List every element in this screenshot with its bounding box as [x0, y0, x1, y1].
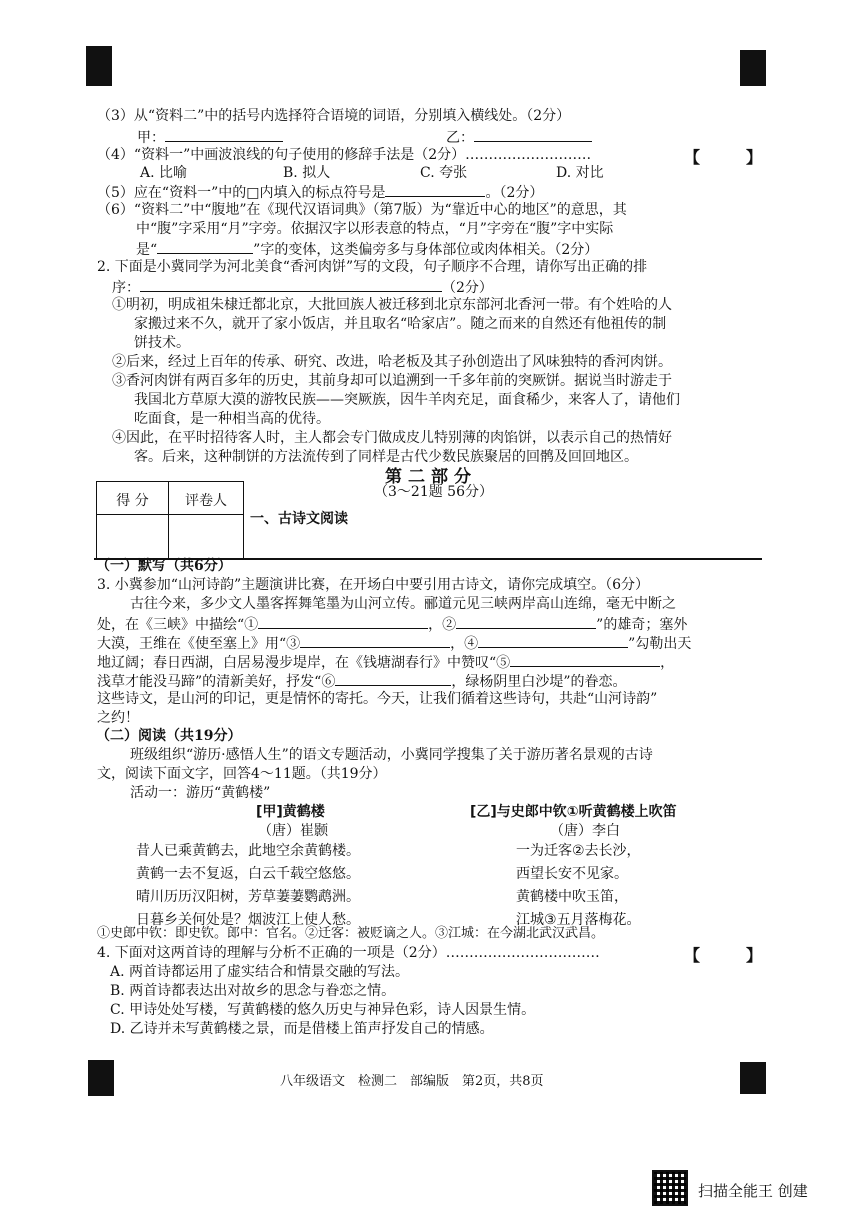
subsection-reading: （二）阅读（共19分） [96, 728, 242, 744]
q2-para-2: ②后来，经过上百年的传承、研究、改进，哈老板及其子孙创造出了风味独特的香河肉饼。 [112, 354, 672, 370]
poem-jia-line: 日暮乡关何处是？烟波江上使人愁。 [136, 912, 360, 928]
poem-jia-author: （唐）崔颢 [258, 823, 328, 839]
q2-para-3c: 吃面食，是一种相当高的优待。 [134, 411, 330, 427]
q1-4-option-c: C. 夸张 [420, 165, 468, 181]
scanner-watermark: 扫描全能王 创建 [698, 1182, 808, 1200]
poem-jia-line: 昔人已乘黄鹤去，此地空余黄鹤楼。 [136, 843, 360, 859]
q3-line7: 这些诗文，是山河的印记，更是情怀的寄托。今天，让我们循着这些诗句，共赴“山河诗韵” [97, 691, 658, 707]
reading-intro-1: 班级组织“游历·感悟人生”的语文专题活动，小冀同学搜集了关于游历著名景观的古诗 [130, 747, 653, 763]
q3-stem: 3. 小冀参加“山河诗韵”主题演讲比赛，在开场白中要引用古诗文，请你完成填空。（6分） [97, 577, 650, 593]
page-footer: 八年级语文 检测二 部编版 第2页，共8页 [280, 1074, 544, 1089]
q2-para-1b: 家搬过来不久，就开了家小饭店，并且取名“哈家店”。随之而来的自然还有他祖传的制 [134, 316, 667, 332]
q4-option-b: B. 两首诗都表达出对故乡的思念与眷恋之情。 [110, 983, 396, 999]
part2-title: 第二部分 [385, 467, 477, 487]
blank-6[interactable] [335, 671, 451, 686]
registration-mark-bottom-left [88, 1060, 114, 1096]
blank-2[interactable] [456, 614, 596, 629]
q1-6-line1: （6）“资料二”中“腹地”在《现代汉语词典》（第7版）为“靠近中心的地区”的意思，其 [97, 202, 627, 218]
answer-bracket-close: 】 [746, 946, 763, 965]
q1-4-option-d: D. 对比 [556, 165, 604, 181]
q4-stem: 4. 下面对这两首诗的理解与分析不正确的一项是（2分）…………………………… [97, 945, 600, 961]
q4-option-d: D. 乙诗并未写黄鹤楼之景，而是借楼上笛声抒发自己的情感。 [110, 1021, 494, 1037]
answer-bracket-open[interactable]: 【 [684, 946, 701, 965]
q2-stem-2: 序： （2分） [112, 277, 493, 297]
poem-jia-line: 晴川历历汉阳树，芳草萋萋鹦鹉洲。 [136, 889, 360, 905]
registration-mark-bottom-right [740, 1062, 766, 1094]
section-classical-reading: 一、古诗文阅读 [250, 511, 348, 527]
poem-yi-line: 江城③五月落梅花。 [516, 912, 641, 928]
answer-bracket-close: 】 [746, 148, 763, 167]
grader-box[interactable] [169, 515, 243, 558]
q1-6-line3: 是“ ”字的变体，这类偏旁多与身体部位或肉体相关。（2分） [136, 239, 598, 259]
answer-blank[interactable] [165, 127, 283, 142]
q1-5-prompt: （5）应在“资料一”中的□内填入的标点符号是 。（2分） [97, 182, 543, 202]
activity-1: 活动一：游历“黄鹤楼” [130, 785, 271, 801]
q2-para-3a: ③香河肉饼有两百多年的历史，其前身却可以追溯到一千多年前的突厥饼。据说当时游走于 [112, 373, 672, 389]
registration-mark-top-right [740, 50, 766, 86]
q2-stem: 2. 下面是小冀同学为河北美食“香河肉饼”写的文段，句子顺序不合理，请你写出正确的排 [97, 259, 648, 275]
poem-yi-author: （唐）李白 [550, 823, 620, 839]
q1-4-prompt: （4）“资料一”中画波浪线的句子使用的修辞手法是（2分）……………………… [97, 147, 592, 163]
poem-jia-line: 黄鹤一去不复返，白云千载空悠悠。 [136, 866, 360, 882]
subsection-dictation: （一）默写（共6分） [96, 558, 232, 574]
answer-blank[interactable] [385, 182, 485, 197]
q1-4-option-b: B. 拟人 [283, 165, 331, 181]
blank-3[interactable] [300, 633, 450, 648]
score-label: 得 分 [116, 493, 149, 509]
answer-blank[interactable] [474, 127, 592, 142]
q1-3-jia: 甲： [137, 127, 283, 147]
poem-yi-line: 一为迁客②去长沙， [516, 843, 641, 859]
poem-yi-line: 西望长安不见家。 [516, 866, 628, 882]
q4-option-a: A. 两首诗都运用了虚实结合和情景交融的写法。 [110, 964, 410, 980]
q3-line4: 大漠，王维在《使至塞上》用“③ ，④ ”勾勒出天 [97, 633, 691, 653]
blank-5[interactable] [510, 652, 660, 667]
q3-line2: 古往今来，多少文人墨客挥舞笔墨为山河立传。郦道元见三峡两岸高山连绵，毫无中断之 [130, 596, 676, 612]
q1-4-option-a: A. 比喻 [140, 165, 188, 181]
q3-line5: 地辽阔；春日西湖，白居易漫步堤岸，在《钱塘湖春行》中赞叹“⑤ ， [97, 652, 674, 672]
q1-3-prompt: （3）从“资料二”中的括号内选择符合语境的词语，分别填入横线处。（2分） [97, 108, 571, 124]
q2-para-1a: ①明初，明成祖朱棣迁都北京，大批回族人被迁移到北京东部河北香河一带。有个姓哈的人 [112, 297, 672, 313]
score-box[interactable] [97, 515, 168, 558]
q2-para-4a: ④因此，在平时招待客人时，主人都会专门做成皮儿特别薄的肉馅饼，以表示自己的热情好 [112, 430, 672, 446]
answer-blank[interactable] [140, 277, 442, 292]
q1-3-yi: 乙： [446, 127, 592, 147]
q2-para-4b: 客。后来，这种制饼的方法流传到了同样是古代少数民族聚居的回鹘及回回地区。 [134, 449, 638, 465]
grader-label: 评卷人 [185, 493, 227, 509]
q3-line6: 浅草才能没马蹄”的清新美好，抒发“⑥ ，绿杨阴里白沙堤”的眷恋。 [97, 671, 627, 691]
reading-intro-2: 文，阅读下面文字，回答4～11题。（共19分） [97, 766, 387, 782]
poem-yi-line: 黄鹤楼中吹玉笛， [516, 889, 628, 905]
registration-mark-top-left [86, 46, 112, 86]
answer-blank[interactable] [157, 239, 253, 254]
q2-para-1c: 饼技术。 [134, 335, 190, 351]
q1-6-line2: 中“腹”字采用“月”字旁。依据汉字以形表意的特点，“月”字旁在“腹”字中实际 [136, 221, 614, 237]
part2-subtitle: （3～21题 56分） [374, 484, 493, 500]
blank-4[interactable] [478, 633, 628, 648]
qr-code-icon [652, 1170, 688, 1206]
poem-jia-title: [甲]黄鹤楼 [256, 804, 325, 820]
q2-para-3b: 我国北方草原大漠的游牧民族——突厥族，因牛羊肉充足，面食稀少，来客人了，请他们 [134, 392, 680, 408]
q4-option-c: C. 甲诗处处写楼，写黄鹤楼的悠久历史与神异色彩，诗人因景生情。 [110, 1002, 536, 1018]
q3-line8: 之约！ [97, 710, 139, 726]
answer-bracket-open[interactable]: 【 [684, 148, 701, 167]
score-table [96, 481, 244, 559]
annotations: ①史郎中钦：即史钦。郎中：官名。②迁客：被贬谪之人。③江城：在今湖北武汉武昌。 [97, 926, 605, 941]
blank-1[interactable] [258, 614, 428, 629]
q3-line3: 处，在《三峡》中描绘“① ，② ”的雄奇；塞外 [97, 614, 687, 634]
poem-yi-title: [乙]与史郎中钦①听黄鹤楼上吹笛 [470, 804, 677, 820]
